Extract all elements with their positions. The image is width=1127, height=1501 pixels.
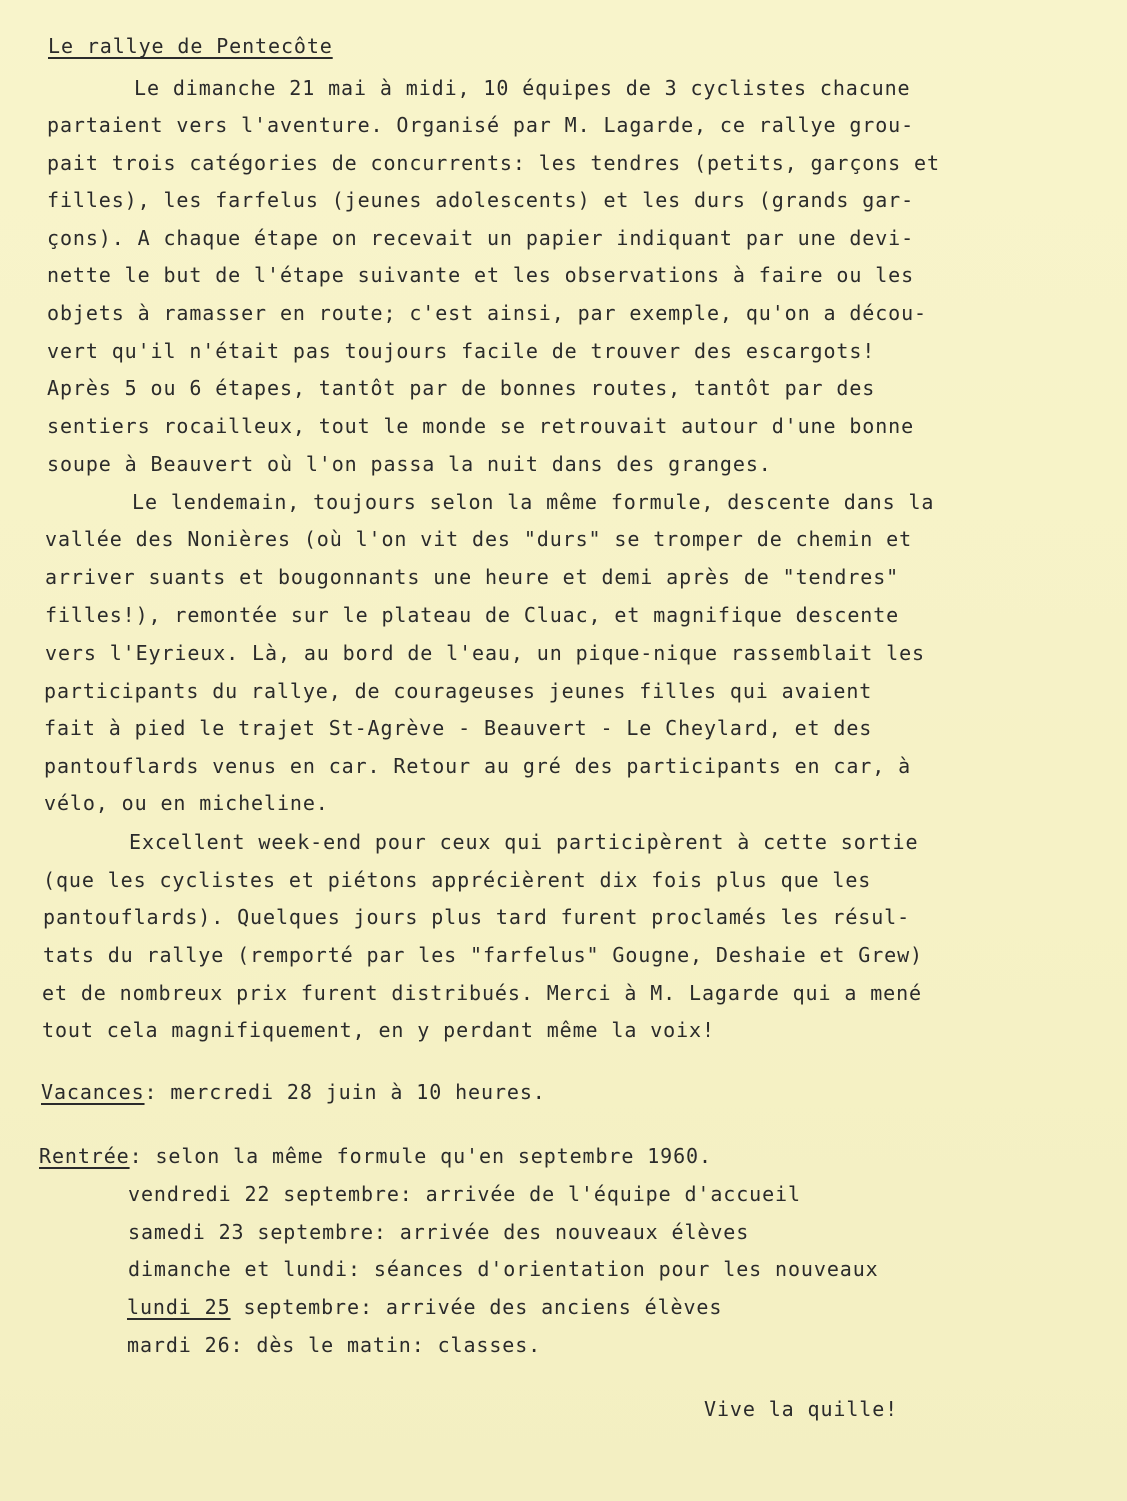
paragraph-2-line: vallée des Nonières (où l'on vit des "durs" se tromper de chemin et [45,527,913,551]
paragraph-3-line: tats du rallye (remporté par les "farfelus" Gougne, Deshaie et Grew) [43,943,923,967]
paragraph-1-line: partaient vers l'aventure. Organisé par M. Lagarde, ce rallye grou- [47,113,915,137]
paragraph-2-line: fait à pied le trajet St-Agrève - Beauvert - Le Cheylard, et des [44,716,873,740]
paragraph-1-line: vert qu'il n'était pas toujours facile de trouver des escargots! [47,339,876,363]
paragraph-3-line: et de nombreux prix furent distribués. Merci à M. Lagarde qui a mené [42,981,922,1005]
paragraph-2-line: Le lendemain, toujours selon la même formule, descente dans la [132,490,935,514]
paragraph-3-line: Excellent week-end pour ceux qui participèrent à cette sortie [129,830,919,854]
paragraph-1-line: pait trois catégories de concurrents: les tendres (petits, garçons et [47,151,940,175]
paragraph-1-line: soupe à Beauvert où l'on passa la nuit dans des granges. [47,452,772,476]
vacances-label: Vacances [41,1080,145,1104]
paragraph-1-line: Après 5 ou 6 étapes, tantôt par de bonnes routes, tantôt par des [47,376,876,400]
vacances-text: : mercredi 28 juin à 10 heures. [144,1080,546,1104]
schedule-line-monday [127,1295,722,1319]
schedule-line: samedi 23 septembre: arrivée des nouveaux élèves [128,1220,750,1244]
paragraph-1-line: sentiers rocailleux, tout le monde se retrouvait autour d'une bonne [47,414,915,438]
paragraph-3-line: (que les cyclistes et piétons apprécièrent dix fois plus que les [43,868,872,892]
vacances-line [41,1080,546,1104]
paragraph-2-line: vers l'Eyrieux. Là, au bord de l'eau, un pique-nique rassemblait les [45,641,925,665]
paragraph-2-line: participants du rallye, de courageuses jeunes filles qui avaient [44,679,873,703]
monday-text: septembre: arrivée des anciens élèves [230,1295,723,1319]
paragraph-1-line: çons). A chaque étape on recevait un papier indiquant par une devi- [47,226,915,250]
rentree-text: : selon la même formule qu'en septembre 1960. [129,1144,712,1168]
schedule-line: vendredi 22 septembre: arrivée de l'équipe d'accueil [128,1182,801,1206]
paragraph-1-line: nette le but de l'étape suivante et les observations à faire ou les [47,263,915,287]
paragraph-2-line: filles!), remontée sur le plateau de Cluac, et magnifique descente [45,603,900,627]
paragraph-2-line: pantouflards venus en car. Retour au gré des participants en car, à [44,754,912,778]
schedule-line: dimanche et lundi: séances d'orientation pour les nouveaux [128,1257,879,1281]
signoff: Vive la quille! [704,1397,899,1421]
paragraph-1-line: filles), les farfelus (jeunes adolescents) et les durs (grands gar- [47,188,915,212]
rentree-label: Rentrée [39,1144,130,1168]
paragraph-2-line: arriver suants et bougonnants une heure et demi après de "tendres" [45,565,900,589]
paragraph-3-line: tout cela magnifiquement, en y perdant même la voix! [42,1018,715,1042]
paragraph-1-line: objets à ramasser en route; c'est ainsi, par exemple, qu'on a décou- [47,301,927,325]
paragraph-1-line: Le dimanche 21 mai à midi, 10 équipes de 3 cyclistes chacune [134,76,911,100]
paragraph-3-line: pantouflards). Quelques jours plus tard furent proclamés les résul- [43,905,911,929]
article-title: Le rallye de Pentecôte [48,34,333,58]
monday-date: lundi 25 [127,1295,231,1319]
paragraph-2-line: vélo, ou en micheline. [44,791,329,815]
rentree-line [39,1144,712,1168]
schedule-line-tuesday: mardi 26: dès le matin: classes. [127,1333,542,1357]
